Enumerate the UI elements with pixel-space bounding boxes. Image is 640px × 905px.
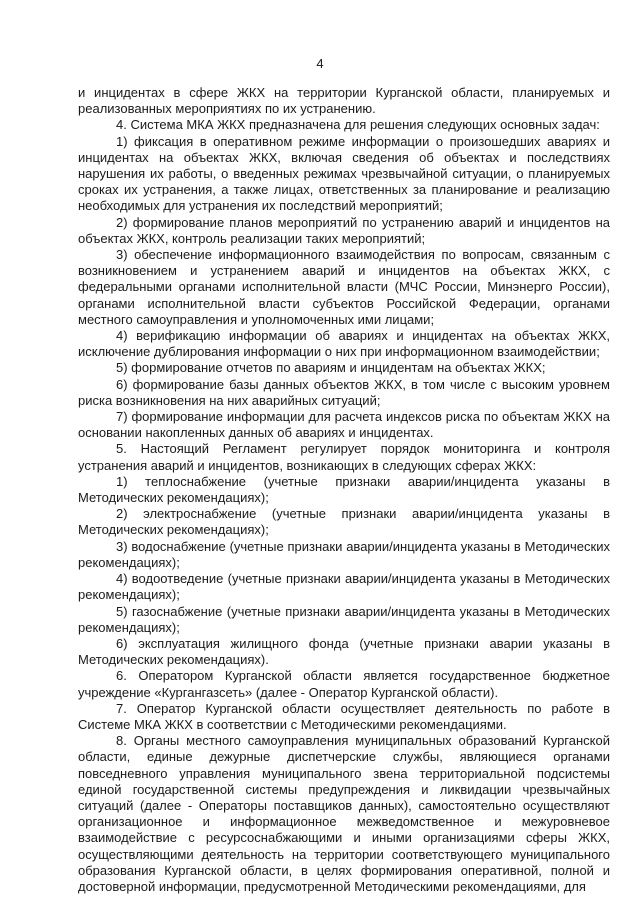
paragraph: 6) эксплуатация жилищного фонда (учетные признаки аварии указаны в Методических рекомендациях). [78, 635, 610, 668]
paragraph: 4. Система МКА ЖКХ предназначена для решения следующих основных задач: [116, 117, 600, 133]
paragraph: 1) фиксация в оперативном режиме информации о произошедших авариях и инцидентах на объектах ЖКХ, включая сведения об объектах и последствиях нарушения их работы, о введенных режимах чрезвычайной ситуации, о планируемых сроках их устранения, а также лицах, ответственных за планирование и реализацию необходимых для устранения их последствий мероприятий; [78, 133, 610, 214]
paragraph: 7. Оператор Курганской области осуществляет деятельность по работе в Системе МКА ЖКХ в соответствии с Методическими рекомендациями. [78, 700, 610, 732]
page-number: 4 [316, 56, 324, 71]
paragraph: 5) формирование отчетов по авариям и инцидентам на объектах ЖКХ; [116, 360, 546, 376]
paragraph: 1) теплоснабжение (учетные признаки аварии/инцидента указаны в Методических рекомендациях); [78, 473, 610, 506]
paragraph-continued: и инцидентах в сфере ЖКХ на территории Курганской области, планируемых и реализованных мероприятиях по их устранению. [78, 85, 610, 117]
paragraph: 6. Оператором Курганской области является государственное бюджетное учреждение «Кургангазсеть» (далее - Оператор Курганской области). [78, 668, 610, 700]
paragraph: 6) формирование базы данных объектов ЖКХ, в том числе с высоким уровнем риска возникновения на них аварийных ситуаций; [78, 376, 610, 408]
paragraph: 4) водоотведение (учетные признаки аварии/инцидента указаны в Методических рекомендациях); [78, 571, 610, 603]
paragraph: 3) обеспечение информационного взаимодействия по вопросам, связанным с возникновением и устранением аварий и инцидентов на объектах ЖКХ, с федеральными органами исполнительной власти (МЧС России, Минэнерго России), органами исполнительной власти субъектов Российской Федерации, органами местного самоуправления и уполномоченных ими лицами; [78, 247, 610, 327]
document-body [78, 85, 610, 895]
paragraph: 3) водоснабжение (учетные признаки аварии/инцидента указаны в Методических рекомендациях); [78, 538, 610, 570]
paragraph: 2) электроснабжение (учетные признаки аварии/инцидента указаны в Методических рекомендациях); [78, 506, 610, 538]
paragraph: 5) газоснабжение (учетные признаки аварии/инцидента указаны в Методических рекомендациях); [78, 603, 610, 635]
paragraph: 4) верификацию информации об авариях и инцидентах на объектах ЖКХ, исключение дублирования информации о них при информационном взаимодействии; [78, 328, 610, 360]
paragraph: 7) формирование информации для расчета индексов риска по объектам ЖКХ на основании накопленных данных об авариях и инцидентах. [78, 409, 610, 441]
paragraph: 8. Органы местного самоуправления муниципальных образований Курганской области, единые дежурные диспетчерские службы, являющиеся органами повседневного управления муниципального звена территориальной подсистемы единой государственной системы предупреждения и ликвидации чрезвычайных ситуаций (далее - Операторы поставщиков данных), самостоятельно осуществляют организационное и информационное межведомственное и межуровневое взаимодействие с ресурсоснабжающими и иными организациями сферы ЖКХ, осуществляющими деятельность на территории соответствующего муниципального образования Курганской области, в целях формирования оперативной, полной и достоверной информации, предусмотренной Методическими рекомендациями, для [78, 733, 610, 894]
paragraph: 2) формирование планов мероприятий по устранению аварий и инцидентов на объектах ЖКХ, контроль реализации таких мероприятий; [78, 214, 610, 246]
paragraph: 5. Настоящий Регламент регулирует порядок мониторинга и контроля устранения аварий и инцидентов, возникающих в следующих сферах ЖКХ: [78, 441, 610, 473]
